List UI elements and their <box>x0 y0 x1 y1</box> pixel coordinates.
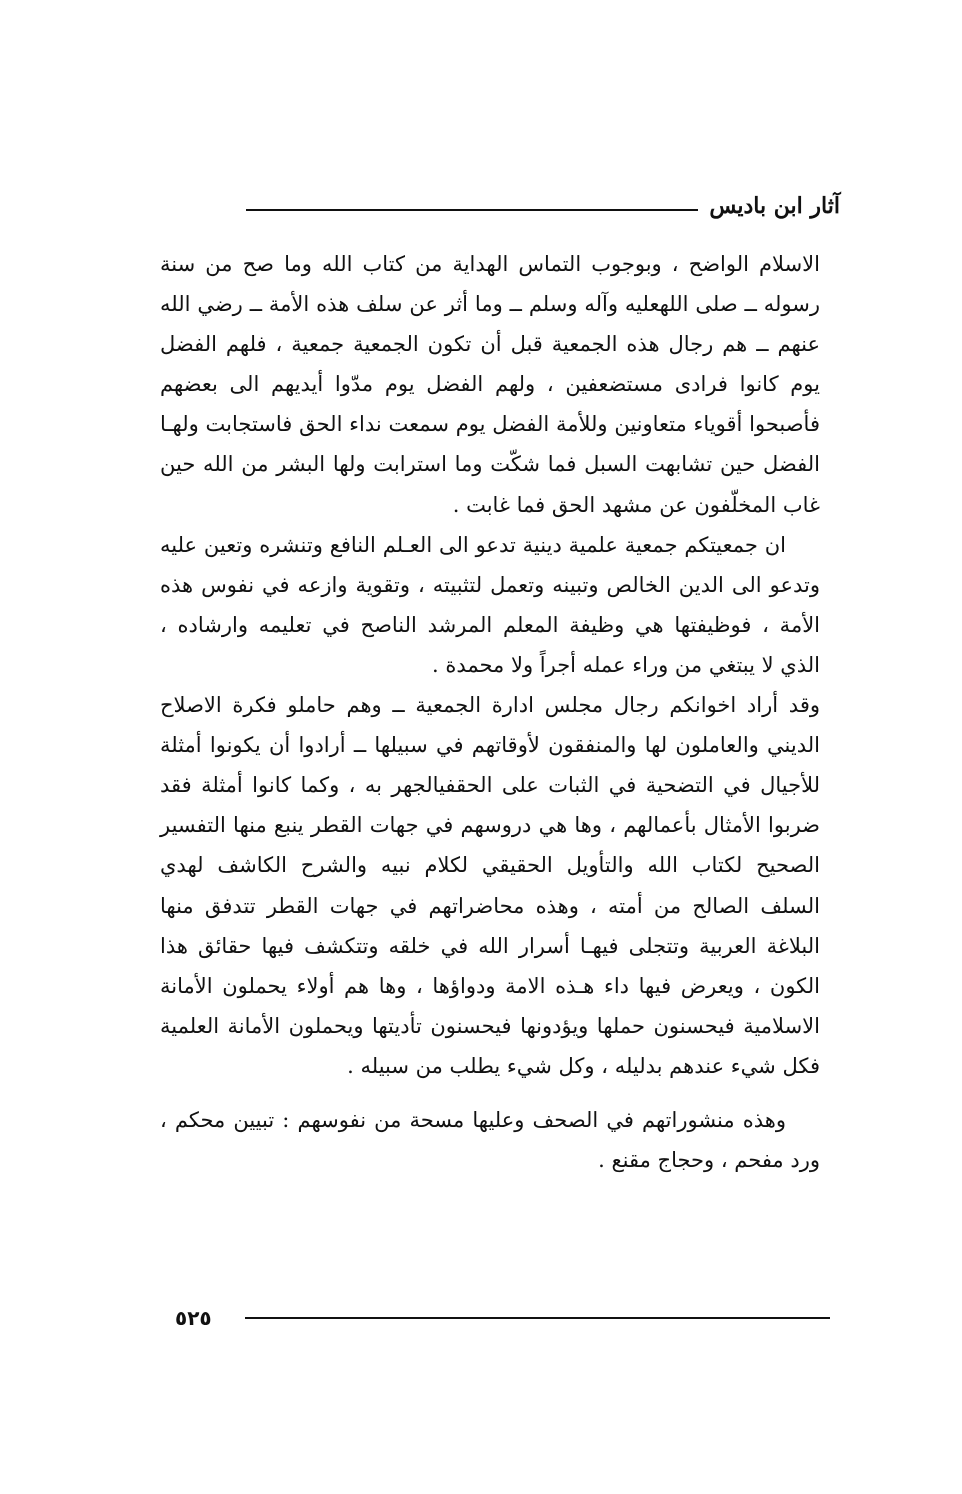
paragraph-4: وهذه منشوراتهم في الصحف وعليها مسحة من نفوسهم : تبيين محكم ، ورد مفحم ، وحجاج مقنع . <box>160 1107 820 1173</box>
paragraph-3: وقد أراد اخوانكم رجال مجلس ادارة الجمعية ــ وهم حاملو فكرة الاصلاح الديني والعاملون لها والمنفقون لأوقاتهم في سبيلها ــ أرادوا أن يكونوا أمثلة للأجيال في التضحية في الثبات على الحقفيالجهر به ، وكما كانوا أمثلة فقد ضربوا الأمثال بأعمالهم ، وها هي دروسهم في جهات القطر ينبع منها التفسير الصحيح لكتاب الله والتأويل الحقيقي لكلام نبيه والشرح الكاشف لهدي السلف الصالح من أمته ، وهذه محاضراتهم في جهات القطر تتدفق منها البلاغة العربية وتتجلى فيهـا أسرار الله في خلقه وتتكشف فيها حقائق هذا الكون ، ويعرض فيها داء هـذه الامة ودواؤها ، وها هم أولاء يحملون الأمانة الاسلامية فيحسنون حملها ويؤدونها فيحسنون تأديتها ويحملون الأمانة العلمية فكل شيء عندهم بدليله ، وكل شيء يطلب من سبيله . <box>160 693 820 1078</box>
body-text <box>160 244 820 1180</box>
paragraph-1: الاسلام الواضح ، وبوجوب التماس الهداية من كتاب الله وما صح من سنة رسوله ــ صلى اللهعليه وآله وسلم ــ وما أثر عن سلف هذه الأمة ــ رضي الله عنهم ــ هم رجال هذه الجمعية قبل أن تكون الجمعية جمعية ، فلهم الفضل يوم كانوا فرادى مستضعفين ، ولهم الفضل يوم مدّوا أيديهم الى بعضهم فأصبحوا أقوياء متعاونين وللأمة الفضل يوم سمعت نداء الحق فاستجابت ولهـا الفضل حين تشابهت السبل فما شكّت وما استرابت ولها البشر من الله حين غاب المخلّفون عن مشهد الحق فما غابت . <box>160 252 820 517</box>
header-rule <box>246 209 698 211</box>
page-header <box>246 186 840 226</box>
page-footer <box>175 1300 830 1336</box>
paragraph-2: ان جمعيتكم جمعية علمية دينية تدعو الى العـلم النافع وتنشره وتعين عليه وتدعو الى الدين الخالص وتبينه وتعمل لتثبيته ، وتقوية وازعه في نفوس هذه الأمة ، فوظيفتها هي وظيفة المعلم المرشد الناصح في تعليمه وارشاده ، الذي لا يبتغي من وراء عمله أجراً ولا محمدة . <box>160 532 820 677</box>
footer-rule <box>245 1317 830 1319</box>
page-number: ٥٢٥ <box>175 1306 212 1330</box>
running-title: آثار ابن باديس <box>709 193 840 219</box>
